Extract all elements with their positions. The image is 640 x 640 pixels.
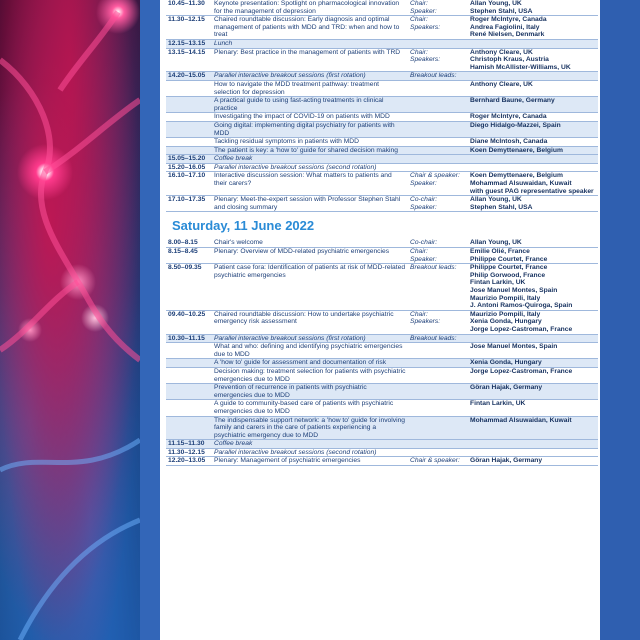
role-cell [408,343,468,359]
schedule-row [166,440,598,449]
time-cell: 17.10–17.35 [166,196,212,212]
schedule-row [166,155,598,164]
session-cell: Chaired roundtable discussion: How to undertake psychiatric emergency risk assessment [212,310,408,334]
time-cell [166,121,212,137]
names-cell: Mohammad Alsuwaidan, Kuwait [468,416,598,440]
names-cell: Roger McIntyre, Canada [468,113,598,122]
time-cell: 12.20–13.05 [166,457,212,466]
role-cell [408,163,468,172]
schedule-row [166,121,598,137]
schedule-row [166,416,598,440]
schedule-row [166,48,598,72]
time-cell [166,97,212,113]
session-cell: Keynote presentation: Spotlight on pharmacological innovation for the management of depression [212,0,408,16]
role-cell [408,113,468,122]
schedule-row [166,239,598,247]
role-cell [408,39,468,48]
schedule-row [166,80,598,96]
session-cell: Coffee break [212,440,408,449]
time-cell: 11.30–12.15 [166,448,212,457]
role-cell: Breakout leads: [408,264,468,311]
names-cell: Anthony Cleare, UK Christoph Kraus, Austria Hamish McAllister-Williams, UK [468,48,598,72]
session-cell: The patient is key: a 'how to' guide for shared decision making [212,146,408,155]
time-cell: 12.15–13.15 [166,39,212,48]
session-cell: A guide to community-based care of patients with psychiatric emergencies due to MDD [212,400,408,416]
session-cell: Investigating the impact of COVID-19 on patients with MDD [212,113,408,122]
role-cell: Co-chair: Speaker: [408,196,468,212]
schedule-row [166,138,598,147]
schedule-row [166,146,598,155]
time-cell [166,416,212,440]
time-cell [166,113,212,122]
schedule-row [166,16,598,40]
schedule-row [166,448,598,457]
role-cell: Chair: Speaker: [408,0,468,16]
names-cell: Roger McIntyre, Canada Andrea Fagiolini, Italy René Nielsen, Denmark [468,16,598,40]
role-cell: Breakout leads: [408,72,468,81]
names-cell [468,448,598,457]
session-cell: Parallel interactive breakout sessions (second rotation) [212,448,408,457]
time-cell: 13.15–14.15 [166,48,212,72]
schedule-row [166,343,598,359]
schedule-row [166,196,598,212]
schedule-row [166,113,598,122]
schedule-row [166,163,598,172]
programme-table-day2 [166,239,598,466]
role-cell: Chair: Speaker: [408,248,468,264]
names-cell [468,39,598,48]
time-cell: 11.15–11.30 [166,440,212,449]
session-cell: Parallel interactive breakout sessions (first rotation) [212,334,408,343]
session-cell: Prevention of recurrence in patients with psychiatric emergencies due to MDD [212,384,408,400]
names-cell: Emilie Olié, France Philippe Courtet, France [468,248,598,264]
time-cell [166,400,212,416]
names-cell: Göran Hajak, Germany [468,384,598,400]
schedule-row [166,359,598,368]
names-cell: Allan Young, UK [468,239,598,247]
session-cell: Plenary: Best practice in the management of patients with TRD [212,48,408,72]
schedule-row [166,248,598,264]
schedule-row [166,457,598,466]
role-cell [408,367,468,383]
session-cell: Decision making: treatment selection for patients with psychiatric emergencies due to MDD [212,367,408,383]
time-cell: 11.30–12.15 [166,16,212,40]
session-cell: Parallel interactive breakout sessions (second rotation) [212,163,408,172]
role-cell: Chair: Speakers: [408,48,468,72]
schedule-row [166,400,598,416]
time-cell: 09.40–10.25 [166,310,212,334]
schedule-row [166,310,598,334]
session-cell: Chair's welcome [212,239,408,247]
role-cell: Breakout leads: [408,334,468,343]
schedule-row [166,264,598,311]
time-cell [166,146,212,155]
names-cell: Jorge Lopez-Castroman, France [468,367,598,383]
role-cell [408,121,468,137]
names-cell: Koen Demyttenaere, Belgium [468,146,598,155]
schedule-row [166,72,598,81]
role-cell [408,448,468,457]
session-cell: Interactive discussion session: What matters to patients and their carers? [212,172,408,196]
role-cell [408,400,468,416]
schedule-row [166,172,598,196]
session-cell: A 'how to' guide for assessment and documentation of risk [212,359,408,368]
time-cell: 14.20–15.05 [166,72,212,81]
session-cell: Parallel interactive breakout sessions (first rotation) [212,72,408,81]
time-cell [166,384,212,400]
role-cell [408,97,468,113]
time-cell: 16.10–17.10 [166,172,212,196]
day-heading: Saturday, 11 June 2022 [172,218,315,234]
schedule-row [166,0,598,16]
time-cell [166,80,212,96]
schedule-row [166,334,598,343]
session-cell: Plenary: Overview of MDD-related psychiatric emergencies [212,248,408,264]
role-cell: Chair & speaker: [408,457,468,466]
time-cell: 8.50–09.35 [166,264,212,311]
time-cell: 10.45–11.30 [166,0,212,16]
time-cell: 8.15–8.45 [166,248,212,264]
time-cell: 8.00–8.15 [166,239,212,247]
session-cell: Lunch [212,39,408,48]
neuron-background-image [0,0,140,640]
names-cell [468,334,598,343]
names-cell [468,72,598,81]
session-cell: Coffee break [212,155,408,164]
session-cell: Tackling residual symptoms in patients with MDD [212,138,408,147]
session-cell: A practical guide to using fast-acting treatments in clinical practice [212,97,408,113]
session-cell: How to navigate the MDD treatment pathway: treatment selection for depression [212,80,408,96]
role-cell [408,146,468,155]
role-cell [408,155,468,164]
names-cell: Fintan Larkin, UK [468,400,598,416]
names-cell: Göran Hajak, Germany [468,457,598,466]
time-cell [166,359,212,368]
session-cell: Going digital: implementing digital psychiatry for patients with MDD [212,121,408,137]
time-cell [166,343,212,359]
schedule-row [166,384,598,400]
programme-panel [160,0,600,640]
left-blue-strip [140,0,160,640]
names-cell: Jose Manuel Montes, Spain [468,343,598,359]
role-cell: Co-chair: [408,239,468,247]
role-cell [408,138,468,147]
role-cell: Chair: Speakers: [408,16,468,40]
session-cell: Plenary: Management of psychiatric emergencies [212,457,408,466]
schedule-row [166,367,598,383]
session-cell: Chaired roundtable discussion: Early diagnosis and optimal management of patients with MDD and TRD: when and how to treat [212,16,408,40]
names-cell: Koen Demyttenaere, Belgium Mohammad Alsuwaidan, Kuwait with guest PAG representative speaker [468,172,598,196]
names-cell: Maurizio Pompili, Italy Xenia Gonda, Hungary Jorge Lopez-Castroman, France [468,310,598,334]
role-cell [408,416,468,440]
names-cell: Anthony Cleare, UK [468,80,598,96]
names-cell [468,440,598,449]
role-cell [408,440,468,449]
names-cell: Diane McIntosh, Canada [468,138,598,147]
role-cell [408,80,468,96]
session-cell: What and who: defining and identifying psychiatric emergencies due to MDD [212,343,408,359]
names-cell: Allan Young, UK Stephen Stahl, USA [468,196,598,212]
time-cell [166,138,212,147]
time-cell: 15.05–15.20 [166,155,212,164]
names-cell: Allan Young, UK Stephen Stahl, USA [468,0,598,16]
names-cell: Diego Hidalgo-Mazzei, Spain [468,121,598,137]
session-cell: Patient case fora: Identification of patients at risk of MDD-related psychiatric emergencies [212,264,408,311]
names-cell: Bernhard Baune, Germany [468,97,598,113]
session-cell: Plenary: Meet-the-expert session with Professor Stephen Stahl and closing summary [212,196,408,212]
names-cell: Philippe Courtet, France Philip Gorwood, France Fintan Larkin, UK Jose Manuel Montes, Spain Maurizio Pompili, Italy J. Antoni Ramos-Quiroga, Spain [468,264,598,311]
names-cell [468,163,598,172]
programme-table-day1 [166,0,598,212]
time-cell: 15.20–16.05 [166,163,212,172]
role-cell [408,384,468,400]
role-cell: Chair & speaker: Speaker: [408,172,468,196]
names-cell: Xenia Gonda, Hungary [468,359,598,368]
role-cell: Chair: Speakers: [408,310,468,334]
role-cell [408,359,468,368]
schedule-row [166,97,598,113]
schedule-row [166,39,598,48]
right-blue-strip [600,0,640,640]
time-cell [166,367,212,383]
time-cell: 10.30–11.15 [166,334,212,343]
session-cell: The indispensable support network: a 'how to' guide for involving family and carers in the care of patients experiencing a psychiatric emergency due to MDD [212,416,408,440]
names-cell [468,155,598,164]
